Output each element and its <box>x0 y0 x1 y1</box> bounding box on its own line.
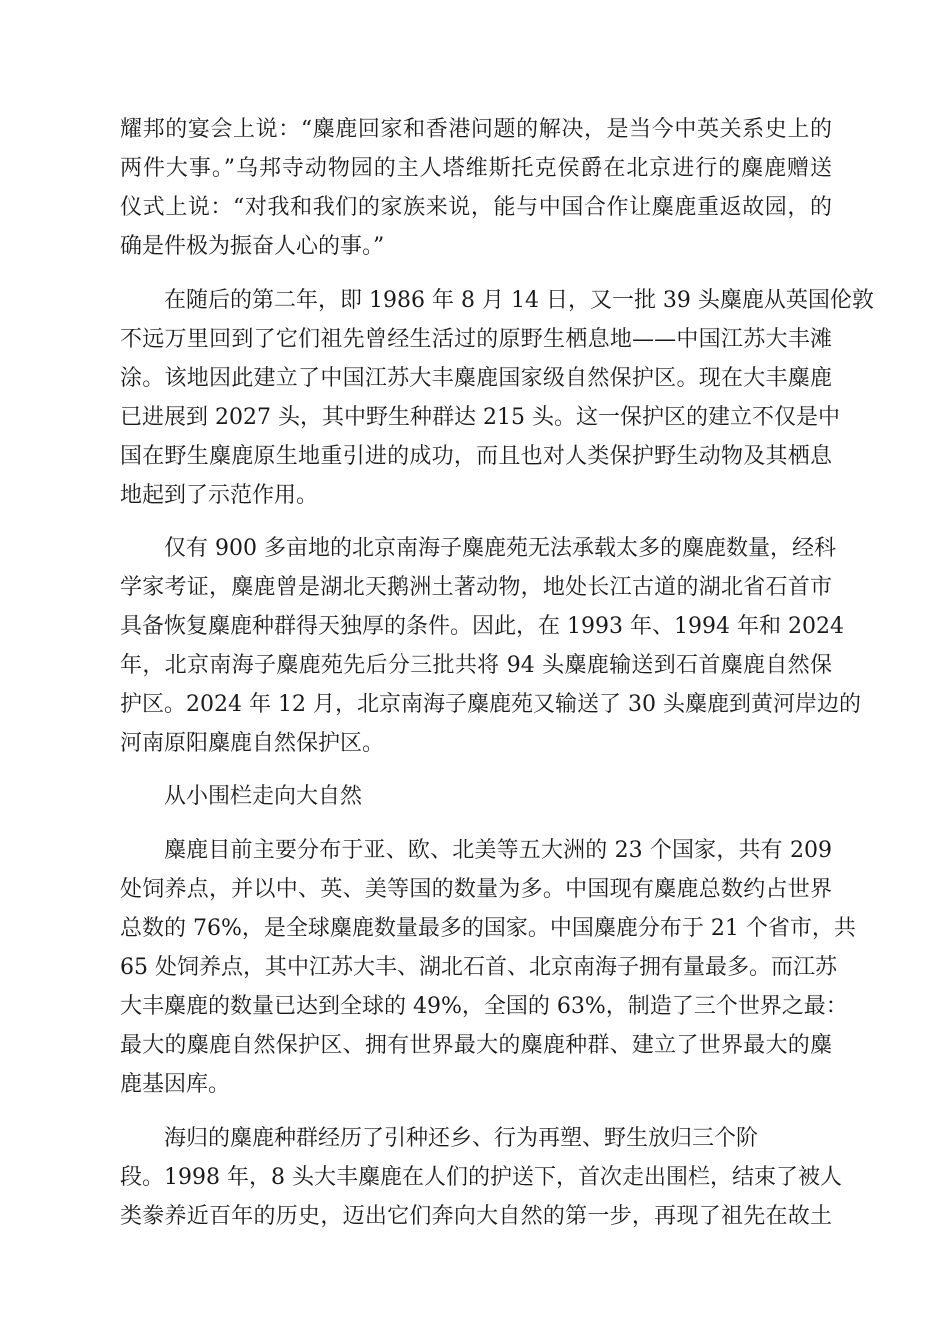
text-line: 段。1998 年，8 头大丰麋鹿在人们的护送下，首次走出围栏，结束了被人 <box>120 1165 842 1190</box>
text-line: 在随后的第二年，即 1986 年 8 月 14 日，又一批 39 头麋鹿从英国伦敦 <box>164 288 874 313</box>
text-line: 已进展到 2027 头，其中野生种群达 215 头。这一保护区的建立不仅是中 <box>120 405 840 430</box>
text-line: 两件大事。”乌邦寺动物园的主人塔维斯托克侯爵在北京进行的麋鹿赠送 <box>120 156 832 181</box>
text-line: 类豢养近百年的历史，迈出它们奔向大自然的第一步，再现了祖先在故土 <box>120 1204 832 1229</box>
text-line: 地起到了示范作用。 <box>120 483 319 508</box>
text-line: 耀邦的宴会上说：“麋鹿回家和香港问题的解决，是当今中英关系史上的 <box>120 117 832 142</box>
text-line: 总数的 76%，是全球麋鹿数量最多的国家。中国麋鹿分布于 21 个省市，共 <box>120 916 856 941</box>
text-line: 具备恢复麋鹿种群得天独厚的条件。因此，在 1993 年、1994 年和 2024 <box>120 614 844 639</box>
text-line: 年，北京南海子麋鹿苑先后分三批共将 94 头麋鹿输送到石首麋鹿自然保 <box>120 653 832 678</box>
text-line: 确是件极为振奋人心的事。” <box>120 234 385 259</box>
text-line: 河南原阳麋鹿自然保护区。 <box>120 731 385 756</box>
text-line: 海归的麋鹿种群经历了引种还乡、行为再塑、野生放归三个阶 <box>164 1126 759 1151</box>
text-line: 65 处饲养点，其中江苏大丰、湖北石首、北京南海子拥有量最多。而江苏 <box>120 955 837 980</box>
text-line: 护区。2024 年 12 月，北京南海子麋鹿苑又输送了 30 头麋鹿到黄河岸边的 <box>120 692 861 717</box>
text-line: 处饲养点，并以中、英、美等国的数量为多。中国现有麋鹿总数约占世界 <box>120 877 832 902</box>
text-line: 学家考证，麋鹿曾是湖北天鹅洲土著动物，地处长江古道的湖北省石首市 <box>120 575 832 600</box>
text-line: 鹿基因库。 <box>120 1072 231 1097</box>
text-line: 最大的麋鹿自然保护区、拥有世界最大的麋鹿种群、建立了世界最大的麋 <box>120 1033 832 1058</box>
text-line: 国在野生麋鹿原生地重引进的成功，而且也对人类保护野生动物及其栖息 <box>120 444 832 469</box>
text-line: 麋鹿目前主要分布于亚、欧、北美等五大洲的 23 个国家，共有 209 <box>164 838 832 863</box>
section-heading: 从小围栏走向大自然 <box>164 784 363 809</box>
text-line: 不远万里回到了它们祖先曾经生活过的原野生栖息地——中国江苏大丰滩 <box>120 327 832 352</box>
text-line: 仪式上说：“对我和我们的家族来说，能与中国合作让麋鹿重返故园，的 <box>120 195 832 220</box>
text-line: 涂。该地因此建立了中国江苏大丰麋鹿国家级自然保护区。现在大丰麋鹿 <box>120 366 832 391</box>
text-line: 大丰麋鹿的数量已达到全球的 49%，全国的 63%，制造了三个世界之最： <box>120 994 848 1019</box>
text-line: 仅有 900 多亩地的北京南海子麋鹿苑无法承载太多的麋鹿数量，经科 <box>164 536 836 561</box>
